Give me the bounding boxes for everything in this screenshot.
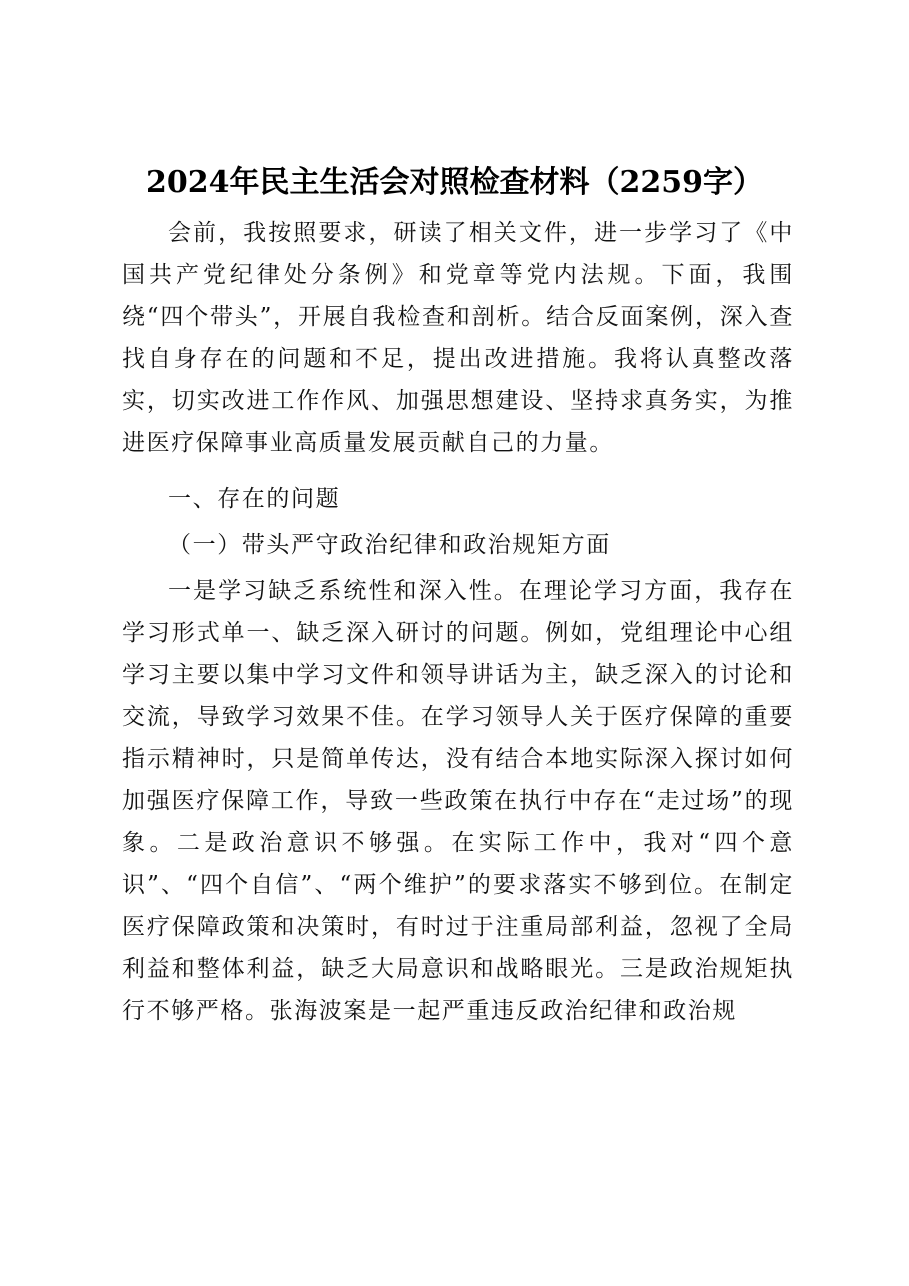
subsection-heading-political-discipline: （一）带头严守政治纪律和政治规矩方面 (168, 532, 611, 558)
subsection-paragraph-political-discipline: 一是学习缺乏系统性和深入性。在理论学习方面，我存在学习形式单一、缺乏深入研讨的问题。例如，党组理论中心组学习主要以集中学习文件和领导讲话为主，缺乏深入的讨论和交流，导致学习效果不佳。在学习领导人关于医疗保障的重要指示精神时，只是简单传达，没有结合本地实际深入探讨如何加强医疗保障工作，导致一些政策在执行中存在“走过场”的现象。二是政治意识不够强。在实际工作中，我对“四个意识”、“四个自信”、“两个维护”的要求落实不够到位。在制定医疗保障政策和决策时，有时过于注重局部利益，忽视了全局利益和整体利益，缺乏大局意识和战略眼光。三是政治规矩执行不够严格。张海波案是一起严重违反政治纪律和政治规 (122, 578, 794, 1024)
document-title: 2024年民主生活会对照检查材料（2259字） (146, 165, 763, 200)
section-heading-problems: 一、存在的问题 (168, 486, 341, 512)
intro-paragraph: 会前，我按照要求，研读了相关文件，进一步学习了《中国共产党纪律处分条例》和党章等党内法规。下面，我围绕“四个带头”，开展自我检查和剖析。结合反面案例，深入查找自身存在的问题和不足，提出改进措施。我将认真整改落实，切实改进工作作风、加强思想建设、坚持求真务实，为推进医疗保障事业高质量发展贡献自己的力量。 (122, 220, 794, 456)
document-body (122, 212, 794, 1032)
